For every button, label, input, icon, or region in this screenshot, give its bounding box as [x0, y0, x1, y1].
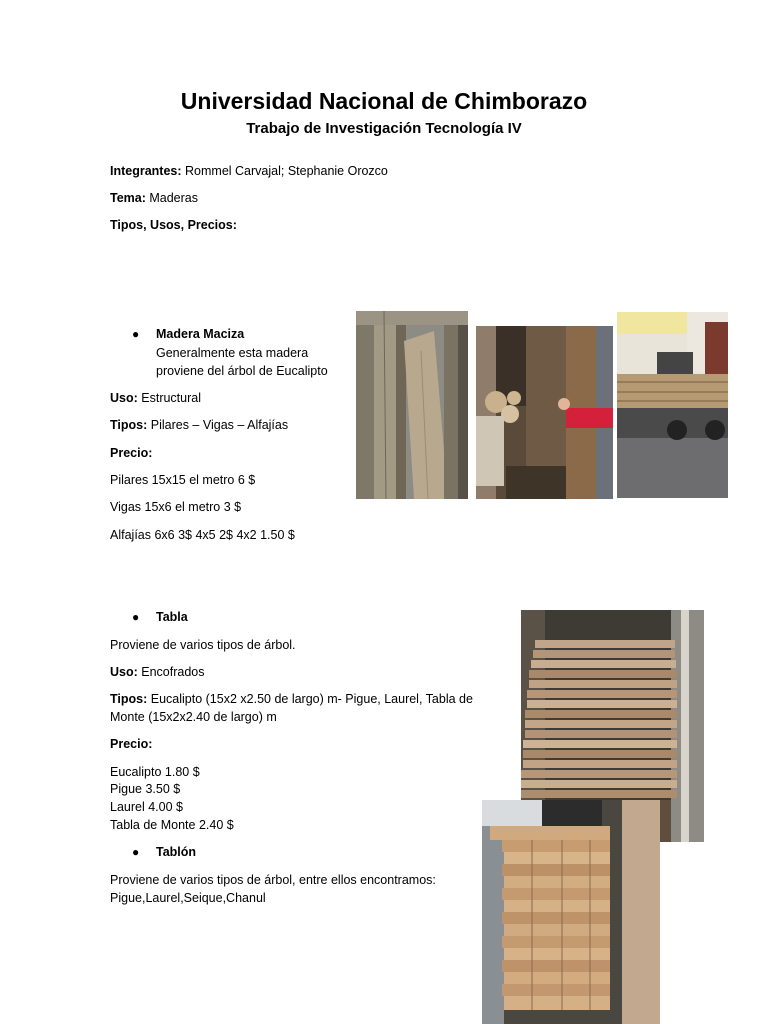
maciza-price-item: Alfajías 6x6 3$ 4x5 2$ 4x2 1.50 $ — [110, 528, 295, 542]
integrantes-value: Rommel Carvajal; Stephanie Orozco — [181, 164, 388, 178]
uso-value: Encofrados — [137, 665, 205, 679]
tablon-desc-line1: Proviene de varios tipos de árbol, entre ellos encontramos: — [110, 873, 436, 887]
tablon-bullet-label: Tablón — [156, 845, 197, 859]
maciza-bullet-label: Madera Maciza — [156, 327, 245, 341]
uso-label: Uso: — [110, 391, 138, 405]
tabla-tipos-line2: Monte (15x2x2.40 de largo) m — [110, 710, 277, 724]
tabla-tipos-line1 — [110, 691, 473, 708]
tablon-desc-line2: Pigue,Laurel,Seique,Chanul — [110, 891, 266, 905]
maciza-price-item: Vigas 15x6 el metro 3 $ — [110, 500, 242, 514]
maciza-desc-line1: Generalmente esta madera — [156, 346, 309, 360]
photo-wood-logs-vigas — [476, 326, 613, 499]
tema-label: Tema: — [110, 191, 146, 205]
maciza-desc-line2: proviene del árbol de Eucalipto — [156, 364, 328, 378]
photo-wood-truck — [617, 312, 728, 498]
maciza-precio-label: Precio: — [110, 446, 153, 460]
tabla-precio-label: Precio: — [110, 737, 153, 751]
integrantes-label: Integrantes: — [110, 164, 182, 178]
tabla-price-item: Laurel 4.00 $ — [110, 800, 183, 814]
tipos-label: Tipos: — [110, 418, 148, 432]
tabla-price-item: Tabla de Monte 2.40 $ — [110, 818, 234, 832]
tabla-desc: Proviene de varios tipos de árbol. — [110, 638, 296, 652]
bullet-dot: ● — [132, 845, 140, 859]
tabla-price-item: Pigue 3.50 $ — [110, 782, 181, 796]
tema-line — [110, 190, 198, 207]
document-subtitle: Trabajo de Investigación Tecnología IV — [246, 120, 522, 137]
tipos-value: Pilares – Vigas – Alfajías — [147, 418, 289, 432]
tipos-usos-precios-heading: Tipos, Usos, Precios: — [110, 218, 237, 232]
integrantes-line — [110, 163, 388, 180]
tabla-price-item: Eucalipto 1.80 $ — [110, 765, 200, 779]
maciza-tipos-line — [110, 417, 288, 434]
tema-value: Maderas — [145, 191, 198, 205]
uso-value: Estructural — [137, 391, 201, 405]
tabla-bullet-label: Tabla — [156, 610, 188, 624]
tabla-uso-line — [110, 664, 205, 681]
uso-label: Uso: — [110, 665, 138, 679]
maciza-uso-line — [110, 390, 201, 407]
tipos-label: Tipos: — [110, 692, 148, 706]
maciza-price-item: Pilares 15x15 el metro 6 $ — [110, 473, 256, 487]
bullet-dot: ● — [132, 610, 140, 624]
photo-tablon-stack — [482, 800, 660, 1024]
photo-wood-planks-leaning — [356, 311, 468, 499]
document-title: Universidad Nacional de Chimborazo — [180, 88, 588, 114]
tipos-value: Eucalipto (15x2 x2.50 de largo) m- Pigue, Laurel, Tabla de — [147, 692, 473, 706]
bullet-dot: ● — [132, 327, 140, 341]
